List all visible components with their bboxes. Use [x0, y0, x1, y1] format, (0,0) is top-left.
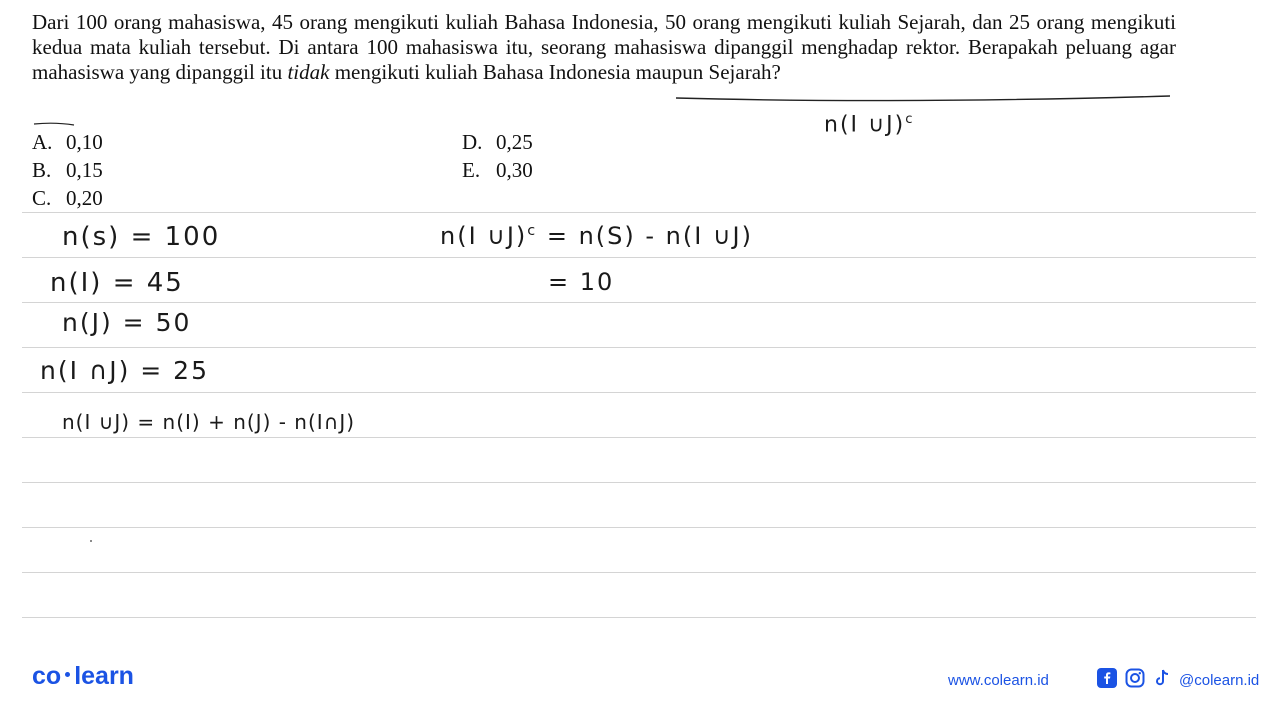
stray-dot [90, 540, 92, 542]
underline-tidak [676, 96, 1170, 101]
ruled-line [22, 302, 1256, 303]
option-d: D. 0,25 [462, 130, 533, 154]
social-links [1097, 668, 1259, 693]
handwritten-ns: n(s) = 100 [62, 222, 221, 252]
ruled-line [22, 257, 1256, 258]
ruled-line [22, 527, 1256, 528]
handwritten-union-formula: n(I ∪J) = n(I) + n(J) - n(I∩J) [62, 410, 356, 434]
option-b: B. 0,15 [32, 158, 103, 182]
handwritten-nj: n(J) = 50 [62, 308, 192, 337]
handwritten-top-note: n(I ∪J)$^c$ [824, 112, 915, 138]
option-e: E. 0,30 [462, 158, 533, 182]
facebook-icon[interactable] [1097, 668, 1117, 693]
handwritten-nij: n(I ∩J) = 25 [40, 356, 209, 385]
instagram-icon[interactable] [1125, 668, 1145, 693]
handwritten-result: = 10 [548, 268, 615, 296]
underline-sejarah [34, 123, 74, 125]
ruled-line [22, 347, 1256, 348]
ruled-line [22, 392, 1256, 393]
option-a: A. 0,10 [32, 130, 103, 154]
footer-url[interactable]: www.colearn.id [948, 672, 1049, 689]
handwritten-ni: n(I) = 45 [50, 268, 184, 298]
ruled-line [22, 482, 1256, 483]
question-part-2: mengikuti kuliah Bahasa Indonesia maupun Sejarah? [329, 60, 781, 84]
ruled-line [22, 437, 1256, 438]
underline-marks [0, 0, 1280, 140]
option-c: C. 0,20 [32, 186, 103, 210]
logo-dot [65, 672, 70, 677]
social-handle[interactable]: @colearn.id [1179, 672, 1260, 689]
question-part-1: Dari 100 orang mahasiswa, 45 orang mengikuti kuliah Bahasa Indonesia, 50 orang mengikuti kuliah Sejarah, dan 25 orang mengikuti kedua mata kuliah tersebut. Di antara 100 mahasiswa itu, seorang mahasiswa dipanggil menghadap rektor. Berapakah peluang agar mahasiswa yang dipanggil itu [32, 10, 1176, 84]
handwritten-complement-formula: n(I ∪J)$^c$ = n(S) - n(I ∪J) [440, 222, 753, 250]
ruled-line [22, 572, 1256, 573]
colearn-logo: co learn [32, 662, 134, 690]
question-emphasis: tidak [287, 60, 330, 84]
ruled-line [22, 212, 1256, 213]
ruled-line [22, 617, 1256, 618]
tiktok-icon[interactable] [1153, 668, 1171, 693]
